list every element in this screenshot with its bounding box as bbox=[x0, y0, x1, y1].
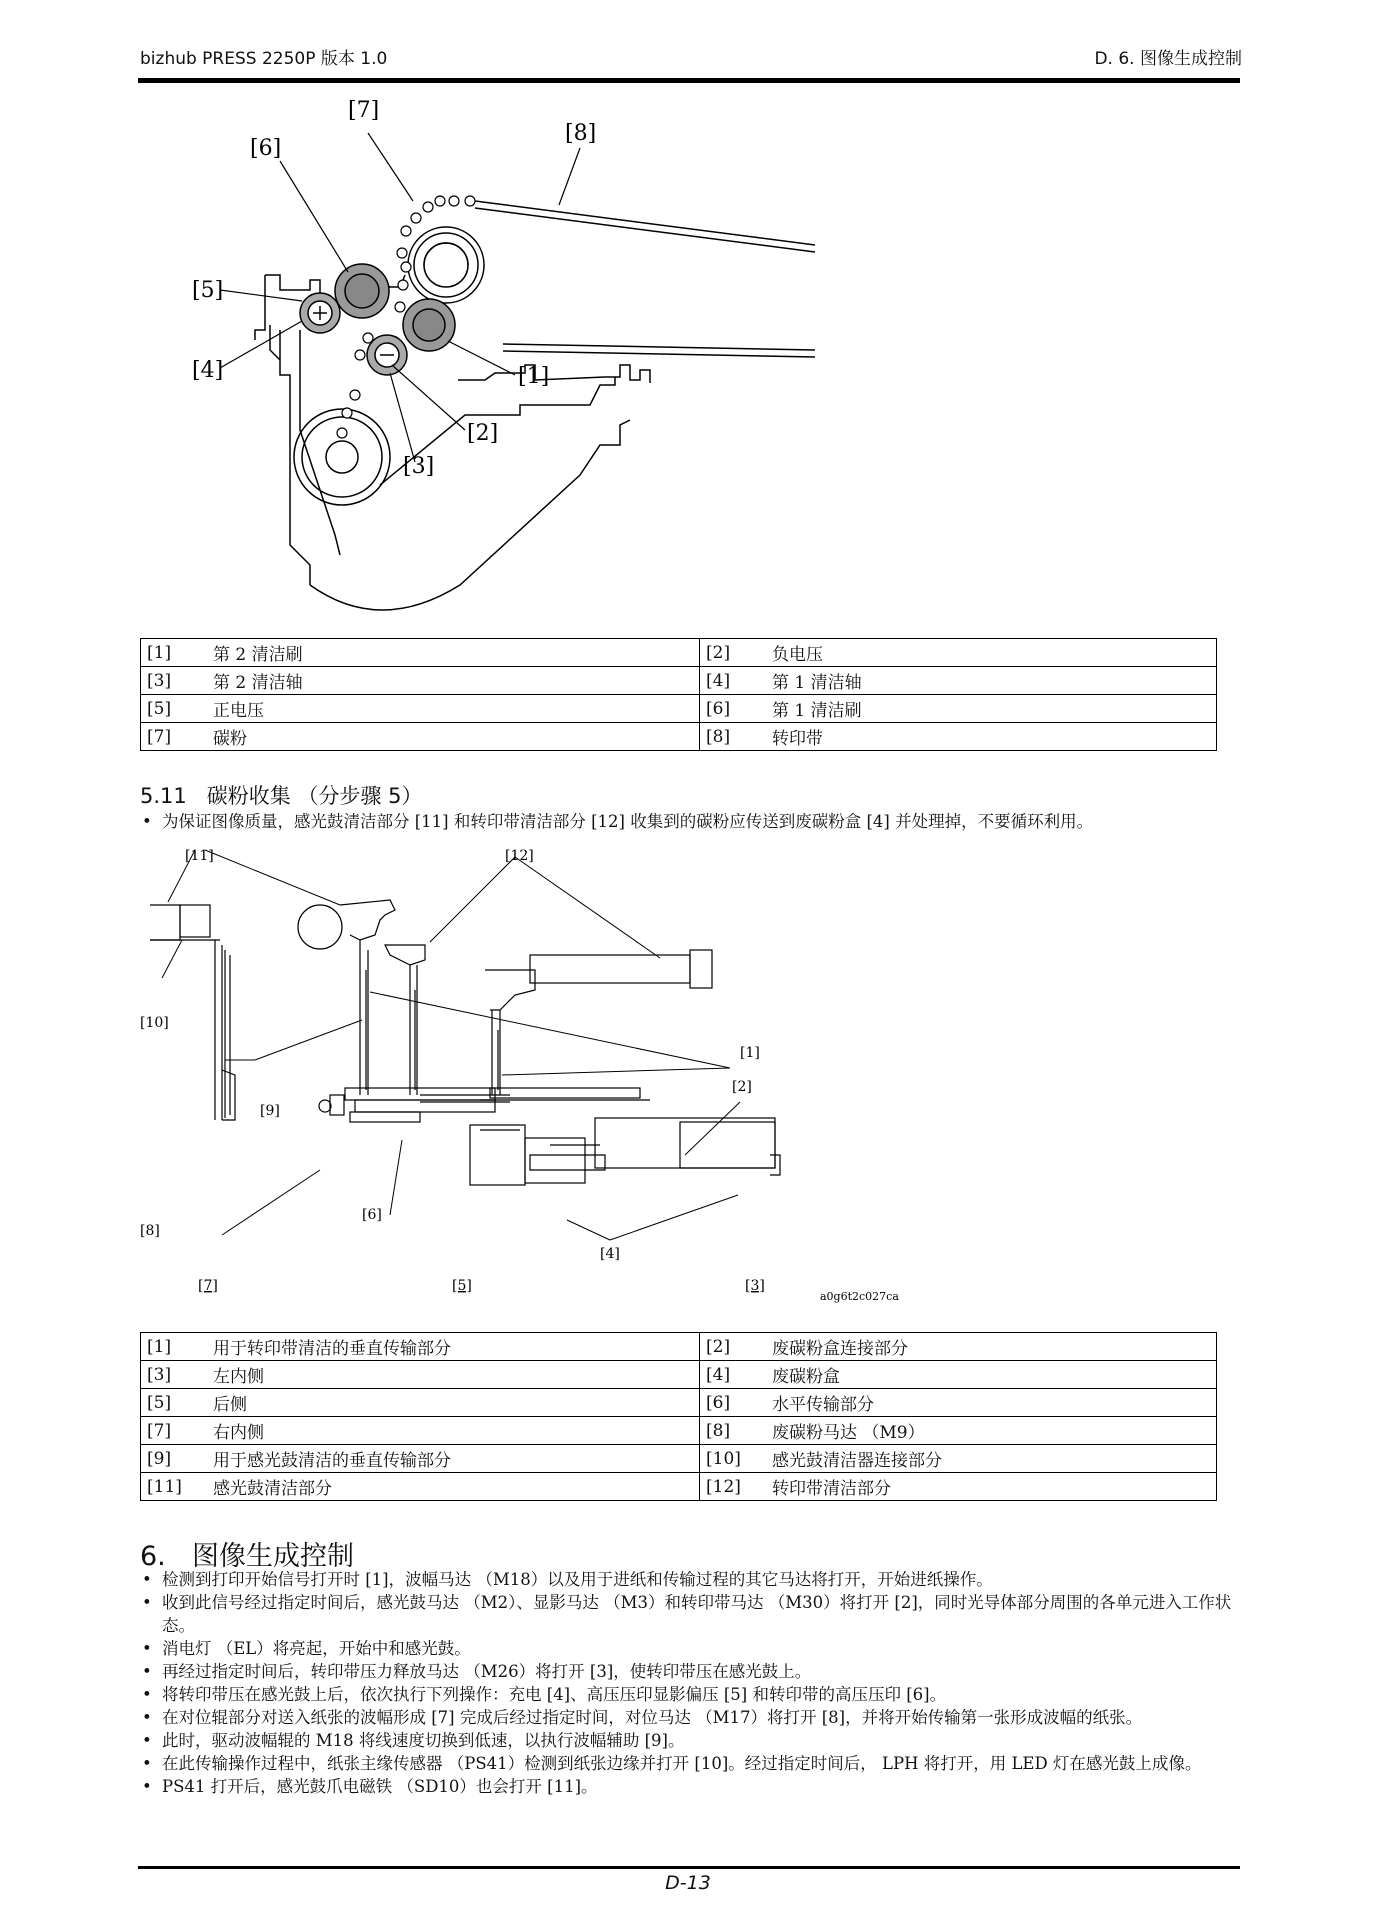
section-number: 6. bbox=[140, 1541, 166, 1572]
fig1-label-8: [8] bbox=[565, 121, 597, 146]
item-text: 第 1 清洁轴 bbox=[766, 667, 1217, 695]
figure-cleaning-unit bbox=[192, 98, 820, 615]
item-text: 用于感光鼓清洁的垂直传输部分 bbox=[207, 1445, 700, 1473]
list-item: • 再经过指定时间后，转印带压力释放马达 （M26）将打开 [3]，使转印带压在感光鼓上。 bbox=[140, 1660, 1240, 1683]
item-text: 负电压 bbox=[766, 639, 1217, 667]
fig2-label-10: [10] bbox=[140, 1015, 169, 1031]
fig1-label-2: [2] bbox=[467, 421, 499, 446]
item-number: [6] bbox=[700, 695, 767, 723]
footer-rule bbox=[138, 1866, 1240, 1869]
section-title: 碳粉收集 （分步骤 5） bbox=[206, 784, 423, 808]
list-item: • 在此传输操作过程中，纸张主缘传感器 （PS41）检测到纸张边缘并打开 [10]。经过指定时间后， LPH 将打开，用 LED 灯在感光鼓上成像。 bbox=[140, 1752, 1240, 1775]
page-number: D-13 bbox=[665, 1872, 711, 1894]
item-number: [12] bbox=[700, 1473, 767, 1501]
table-row bbox=[141, 1417, 1217, 1445]
item-text: 后侧 bbox=[207, 1389, 700, 1417]
fig1-label-5: [5] bbox=[192, 278, 224, 303]
fig2-label-4: [4] bbox=[600, 1246, 620, 1262]
list-item: • 将转印带压在感光鼓上后，依次执行下列操作：充电 [4]、高压压印显影偏压 [5] 和转印带的高压压印 [6]。 bbox=[140, 1683, 1240, 1706]
fig1-label-4: [4] bbox=[192, 358, 224, 383]
fig2-label-11: [11] bbox=[185, 848, 214, 864]
fig2-label-6: [6] bbox=[362, 1207, 382, 1223]
item-number: [5] bbox=[141, 695, 208, 723]
item-number: [1] bbox=[141, 639, 208, 667]
fig1-label-7: [7] bbox=[348, 98, 380, 123]
item-number: [11] bbox=[141, 1473, 208, 1501]
section-6-bullets bbox=[140, 1568, 1240, 1798]
item-text: 碳粉 bbox=[207, 723, 700, 751]
fig2-label-8: [8] bbox=[140, 1223, 160, 1239]
header-doc-title: bizhub PRESS 2250P 版本 1.0 bbox=[140, 49, 388, 69]
item-number: [8] bbox=[700, 723, 767, 751]
figure-toner-collection bbox=[140, 850, 920, 1310]
section-title: 图像生成控制 bbox=[192, 1541, 354, 1572]
section-number: 5.11 bbox=[140, 784, 187, 808]
list-item: • 为保证图像质量，感光鼓清洁部分 [11] 和转印带清洁部分 [12] 收集到的碳粉应传送到废碳粉盒 [4] 并处理掉，不要循环利用。 bbox=[140, 810, 1240, 833]
item-number: [2] bbox=[700, 639, 767, 667]
fig2-label-1: [1] bbox=[740, 1045, 760, 1061]
item-number: [4] bbox=[700, 1361, 767, 1389]
item-text: 第 2 清洁刷 bbox=[207, 639, 700, 667]
item-text: 转印带清洁部分 bbox=[766, 1473, 1217, 1501]
item-text: 用于转印带清洁的垂直传输部分 bbox=[207, 1333, 700, 1361]
fig2-label-7: [7] bbox=[198, 1278, 218, 1294]
item-number: [4] bbox=[700, 667, 767, 695]
header-section-title: D. 6. 图像生成控制 bbox=[1094, 49, 1242, 69]
item-number: [3] bbox=[141, 667, 208, 695]
fig1-label-1: [1] bbox=[518, 364, 550, 389]
section-5-11-bullets bbox=[140, 810, 1240, 833]
list-item: • 收到此信号经过指定时间后，感光鼓马达 （M2）、显影马达 （M3）和转印带马达 （M30）将打开 [2]，同时光导体部分周围的各单元进入工作状态。 bbox=[140, 1591, 1240, 1637]
table-row bbox=[141, 1445, 1217, 1473]
fig2-label-3: [3] bbox=[745, 1278, 765, 1294]
fig1-label-3: [3] bbox=[403, 454, 435, 479]
item-text: 第 2 清洁轴 bbox=[207, 667, 700, 695]
item-number: [2] bbox=[700, 1333, 767, 1361]
list-item: • PS41 打开后，感光鼓爪电磁铁 （SD10）也会打开 [11]。 bbox=[140, 1775, 1240, 1798]
item-text: 第 1 清洁刷 bbox=[766, 695, 1217, 723]
list-item: • 在对位辊部分对送入纸张的波幅形成 [7] 完成后经过指定时间，对位马达 （M17）将打开 [8]，并将开始传输第一张形成波幅的纸张。 bbox=[140, 1706, 1240, 1729]
item-number: [5] bbox=[141, 1389, 208, 1417]
item-text: 废碳粉盒连接部分 bbox=[766, 1333, 1217, 1361]
table-row bbox=[141, 1361, 1217, 1389]
item-text: 正电压 bbox=[207, 695, 700, 723]
item-text: 水平传输部分 bbox=[766, 1389, 1217, 1417]
fig2-label-9: [9] bbox=[260, 1103, 280, 1119]
item-text: 左内侧 bbox=[207, 1361, 700, 1389]
item-number: [7] bbox=[141, 723, 208, 751]
table-row bbox=[141, 695, 1217, 723]
item-text: 废碳粉盒 bbox=[766, 1361, 1217, 1389]
list-item: • 此时，驱动波幅辊的 M18 将线速度切换到低速，以执行波幅辅助 [9]。 bbox=[140, 1729, 1240, 1752]
table-row bbox=[141, 1333, 1217, 1361]
item-text: 废碳粉马达 （M9） bbox=[766, 1417, 1217, 1445]
fig2-label-2: [2] bbox=[732, 1079, 752, 1095]
figure-code: a0g6t2c027ca bbox=[820, 1290, 899, 1303]
header-rule bbox=[138, 78, 1240, 83]
item-text: 感光鼓清洁器连接部分 bbox=[766, 1445, 1217, 1473]
item-number: [9] bbox=[141, 1445, 208, 1473]
table-row bbox=[141, 723, 1217, 751]
item-number: [7] bbox=[141, 1417, 208, 1445]
item-number: [3] bbox=[141, 1361, 208, 1389]
item-text: 感光鼓清洁部分 bbox=[207, 1473, 700, 1501]
table-row bbox=[141, 1473, 1217, 1501]
table-row bbox=[141, 667, 1217, 695]
fig2-label-5: [5] bbox=[452, 1278, 472, 1294]
item-number: [10] bbox=[700, 1445, 767, 1473]
legend-table-2 bbox=[140, 1332, 1217, 1501]
fig1-label-6: [6] bbox=[250, 136, 282, 161]
list-item: • 消电灯 （EL）将亮起，开始中和感光鼓。 bbox=[140, 1637, 1240, 1660]
legend-table-1 bbox=[140, 638, 1217, 751]
list-item: • 检测到打印开始信号打开时 [1]，波幅马达 （M18）以及用于进纸和传输过程的其它马达将打开，开始进纸操作。 bbox=[140, 1568, 1240, 1591]
table-row bbox=[141, 639, 1217, 667]
table-row bbox=[141, 1389, 1217, 1417]
section-5-11-heading bbox=[140, 780, 422, 810]
item-number: [8] bbox=[700, 1417, 767, 1445]
item-text: 转印带 bbox=[766, 723, 1217, 751]
item-number: [1] bbox=[141, 1333, 208, 1361]
fig2-label-12: [12] bbox=[505, 848, 534, 864]
item-text: 右内侧 bbox=[207, 1417, 700, 1445]
item-number: [6] bbox=[700, 1389, 767, 1417]
